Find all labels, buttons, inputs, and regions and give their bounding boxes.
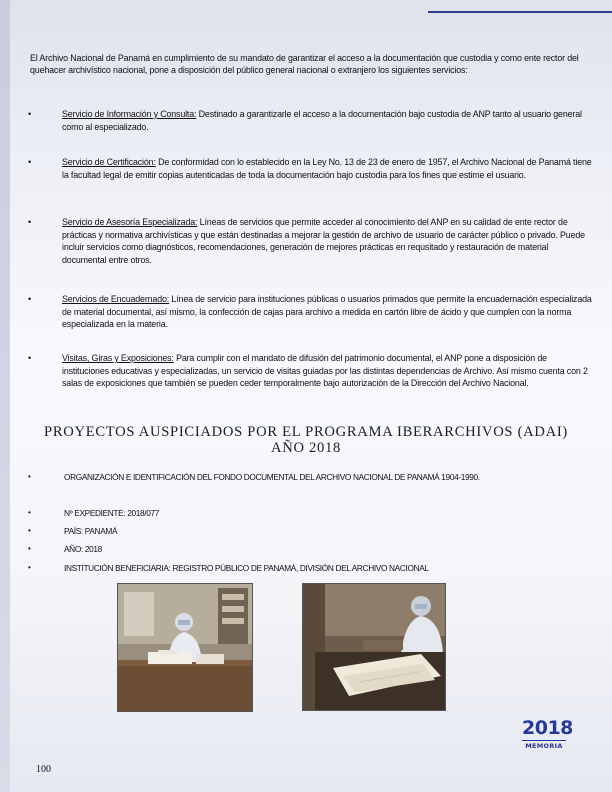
service-title: Servicios de Encuadernado: <box>62 294 170 304</box>
service-title: Servicio de Certificación: <box>62 157 156 167</box>
bullet: • <box>28 563 31 572</box>
service-title: Visitas, Giras y Exposiciones: <box>62 353 174 363</box>
project-expediente-item <box>28 508 159 518</box>
project-item-text: PAÍS: PANAMÁ <box>64 526 118 536</box>
bullet: • <box>28 508 31 517</box>
service-title: Servicio de Información y Consulta: <box>62 109 197 119</box>
bullet: • <box>28 157 32 167</box>
bullet: • <box>28 109 32 119</box>
archive-work-photo-2-image <box>303 584 445 710</box>
bullet: • <box>28 353 32 363</box>
service-body: Líneas de servicios que permite acceder al conocimiento del ANP en su calidad de ente rector de prácticas y normativa archivísticas y que están destinadas a mejorar la gestión de archivo de usuario de carácter público o privado. Puede incluir servicios como diagnósticos, recomendaciones, generación de mejores prácticas en requsitado y restauración de material documental entre otros. <box>62 217 585 265</box>
logo-label: MEMORIA <box>522 740 566 750</box>
service-item-asesoria <box>28 216 594 266</box>
service-item-encuadernado <box>28 293 594 331</box>
project-item-text: INSTITUCIÓN BENEFICIARIA: REGISTRO PÚBLICO DE PANAMÁ, DIVISIÓN DEL ARCHIVO NACIONAL <box>64 563 429 573</box>
page-edge-shade <box>0 0 10 792</box>
project-item-text: Nº EXPEDIENTE: 2018/077 <box>64 508 160 518</box>
bullet: • <box>28 217 32 227</box>
archive-work-photo-1 <box>117 583 253 712</box>
logo-year: 2018 <box>522 717 573 739</box>
intro-paragraph: El Archivo Nacional de Panamá en cumplimiento de su mandato de garantizar el acceso a la documentación que custodia y como ente rector del quehacer archivístico nacional, pone a disposición del público general nacional o extranjero los siguientes servicios: <box>30 53 579 76</box>
bullet: • <box>28 294 32 304</box>
section-heading <box>30 424 582 456</box>
service-body: Para cumplir con el mandato de difusión del patrimonio documental, el ANP pone a disposición de instituciones educativas y especializadas, un servicio de visitas guiadas por las distintas dependencias de Archivo. Así mismo cuenta con 2 salas de exposiciones que también se pueden ceder temporalmente bajo autorización de la Dirección del Archivo Nacional. <box>62 353 588 389</box>
service-title: Servicio de Asesoría Especializada: <box>62 217 198 227</box>
section-heading-line2: AÑO 2018 <box>270 440 342 456</box>
service-item-informacion <box>28 108 594 133</box>
header-rule <box>428 11 612 13</box>
archive-work-photo-1-image <box>118 584 252 711</box>
page-number: 100 <box>36 764 51 775</box>
service-item-visitas <box>28 352 594 390</box>
archive-work-photo-2 <box>302 583 446 711</box>
service-item-certificacion <box>28 156 594 181</box>
project-title-item <box>28 472 480 482</box>
service-body: Línea de servicio para instituciones públicas o usuarios primados que permite la encuadernación especializada de material documental, así mismo, la confección de cajas para archivo a medida en cartón libre de ácido y que cumplen con la norma especializada en la materia. <box>62 294 592 330</box>
project-institucion-item <box>28 563 429 573</box>
section-heading-line1: PROYECTOS AUSPICIADOS POR EL PROGRAMA IBERARCHIVOS (ADAI) <box>44 424 568 440</box>
bullet: • <box>28 526 31 535</box>
project-pais-item <box>28 526 117 536</box>
bullet: • <box>28 472 31 481</box>
service-body: Destinado a garantizarle el acceso a la documentación bajo custodia de ANP tanto al usuario general como al especializado. <box>62 109 582 132</box>
service-body: De conformidad con lo establecido en la Ley No. 13 de 23 de enero de 1957, el Archivo Nacional de Panamá tiene la facultad legal de emitir copias autenticadas de toda la documentación bajo custodia para los fines que estime el usuario. <box>62 157 592 180</box>
memoria-2018-logo <box>522 717 573 752</box>
project-item-text: ORGANIZACIÓN E IDENTIFICACIÓN DEL FONDO DOCUMENTAL DEL ARCHIVO NACIONAL DE PANAMÁ 1904-1990. <box>64 472 480 482</box>
project-item-text: AÑO: 2018 <box>64 544 102 554</box>
project-ano-item <box>28 544 102 554</box>
bullet: • <box>28 544 31 553</box>
